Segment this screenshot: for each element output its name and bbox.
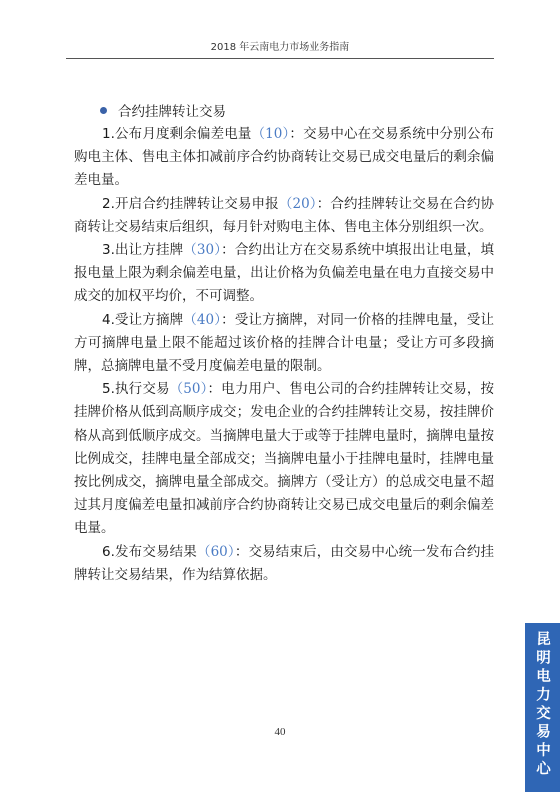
paragraph-step-4: [74, 309, 494, 379]
step-code: （50）: [169, 381, 208, 398]
step-description: ：交易结束后，由交易中心统一发布合约挂牌转让交易结果，作为结算依据。: [74, 543, 495, 583]
running-header: 2018 年云南电力市场业务指南: [210, 42, 350, 53]
step-description: ：电力用户、售电公司的合约挂牌转让交易，按挂牌价格从低到高顺序成交；发电企业的合约挂牌转让交易，按挂牌价格从高到低顺序成交。当摘牌电量大于或等于挂牌电量时，摘牌电量按比例成交，挂牌电量全部成交；当摘牌电量小于挂牌电量时，挂牌电量按比例成交，摘牌电量全部成交。摘牌方（受让方）的总成交电量不超过其月度偏差电量扣减前序合约协商转让交易已成交电量后的剩余偏差电量。: [74, 381, 495, 537]
step-label: 5.执行交易: [102, 381, 170, 398]
paragraph-step-1: [74, 123, 494, 193]
paragraph-step-5: [74, 378, 494, 540]
step-code: （40）: [183, 311, 222, 328]
step-code: （60）: [196, 543, 235, 560]
paragraph-step-6: [74, 541, 494, 587]
step-label: 2.开启合约挂牌转让交易申报: [102, 195, 279, 212]
step-description: ：合约出让方在交易系统中填报出让电量，填报电量上限为剩余偏差电量，出让价格为负偏差电量在电力直接交易中成交的加权平均价，不可调整。: [74, 242, 495, 305]
paragraph-step-2: [74, 193, 494, 239]
bullet-icon: [100, 107, 107, 114]
step-label: 1.公布月度剩余偏差电量: [102, 126, 252, 142]
section-heading: [100, 100, 226, 120]
section-heading-text: 合约挂牌转让交易: [118, 104, 226, 120]
step-description: ：受让方摘牌，对同一价格的挂牌电量，受让方可摘牌电量上限不能超过该价格的挂牌合计电量；受让方可多段摘牌，总摘牌电量不受月度偏差电量的限制。: [74, 311, 495, 375]
paragraph-step-3: [74, 239, 494, 309]
side-tab-label: 昆明电力交易中心: [534, 631, 550, 779]
header-divider: [66, 58, 494, 59]
step-label: 4.受让方摘牌: [102, 311, 184, 328]
step-label: 3.出让方挂牌: [102, 242, 184, 259]
step-label: 6.发布交易结果: [102, 543, 197, 560]
step-code: （20）: [278, 195, 317, 212]
step-code: （30）: [183, 242, 222, 259]
side-tab: [525, 623, 560, 792]
step-description: ：合约挂牌转让交易在合约协商转让交易结束后组织，每月针对购电主体、售电主体分别组织一次。: [74, 195, 495, 235]
body-text: [74, 123, 494, 587]
step-code: （10）: [251, 126, 290, 142]
step-description: ：交易中心在交易系统中分别公布购电主体、售电主体扣减前序合约协商转让交易已成交电量后的剩余偏差电量。: [74, 126, 495, 189]
page-number: 40: [274, 726, 286, 738]
